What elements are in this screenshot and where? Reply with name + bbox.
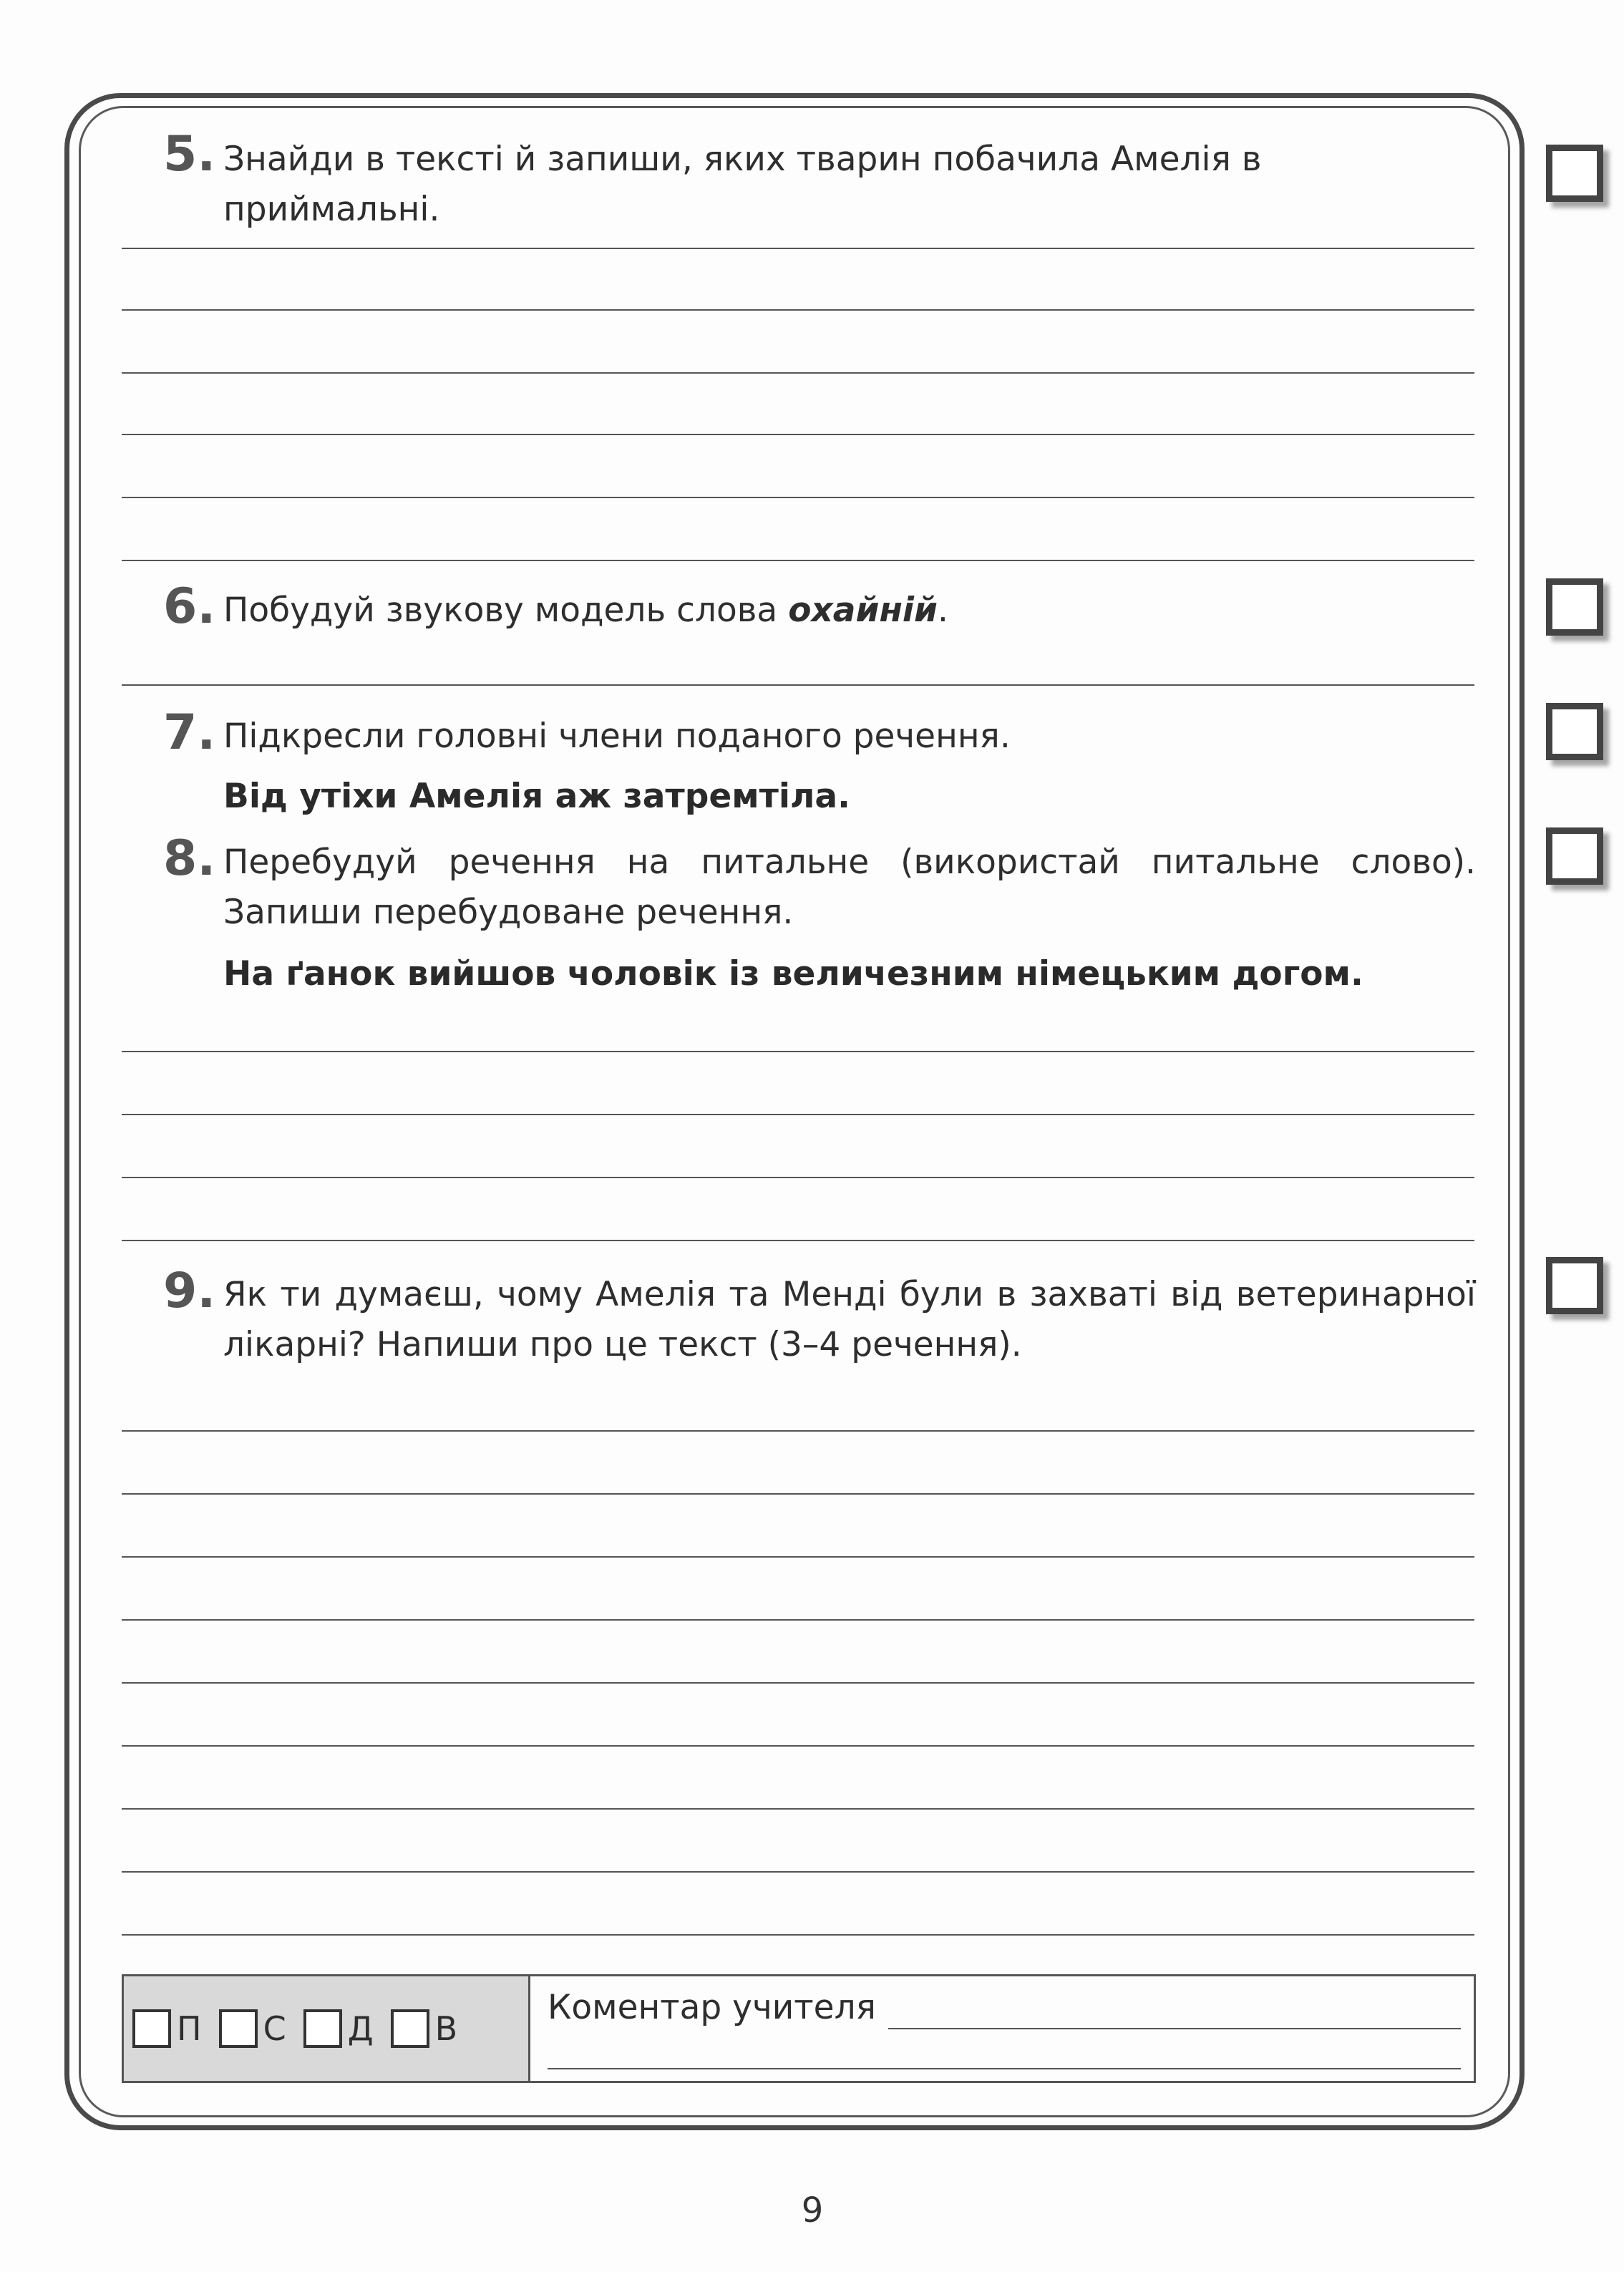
task-7-sentence: Від утіхи Амелія аж затремтіла. — [223, 777, 850, 816]
grade-option-p[interactable] — [132, 2009, 202, 2048]
answer-line[interactable] — [122, 1619, 1474, 1621]
task-6-text — [223, 586, 1476, 636]
answer-line[interactable] — [122, 1682, 1474, 1684]
answer-line[interactable] — [122, 1493, 1474, 1495]
answer-line[interactable] — [122, 434, 1474, 435]
task-6-number: 6. — [163, 578, 216, 635]
task-7-checkbox[interactable] — [1546, 703, 1603, 760]
task-7-text: Підкресли головні члени поданого речення. — [223, 717, 1011, 756]
task-5-number: 5. — [163, 126, 216, 183]
answer-line[interactable] — [122, 1871, 1474, 1873]
task-8-text: Перебудуй речення на питальне (використай питальне слово). Запиши перебудоване речення. — [223, 843, 1476, 932]
task-7-number: 7. — [163, 704, 216, 761]
task-5-checkbox[interactable] — [1546, 145, 1603, 202]
grade-label: П — [177, 2009, 202, 2048]
answer-line[interactable] — [122, 1114, 1474, 1115]
teacher-comment-line[interactable] — [888, 2028, 1461, 2029]
grade-label: С — [263, 2009, 286, 2048]
grade-option-v[interactable] — [391, 2009, 458, 2048]
answer-line[interactable] — [122, 1745, 1474, 1747]
answer-line[interactable] — [122, 372, 1474, 374]
grade-label: Д — [347, 2009, 374, 2048]
teacher-comment-line[interactable] — [548, 2068, 1461, 2069]
answer-line[interactable] — [122, 684, 1474, 686]
page-frame-inner — [79, 106, 1510, 2117]
grade-options — [124, 1976, 530, 2081]
answer-line[interactable] — [122, 1051, 1474, 1052]
task-9-checkbox[interactable] — [1546, 1257, 1603, 1314]
task-8-sentence: На ґанок вийшов чоловік із величезним німецьким догом. — [223, 954, 1363, 994]
task-9-number: 9. — [163, 1263, 216, 1319]
grade-option-d[interactable] — [303, 2009, 374, 2048]
task-5-text: Знайди в тексті й запиши, яких тварин побачила Амелія в приймальні. — [223, 140, 1262, 229]
grade-checkbox[interactable] — [219, 2009, 258, 2048]
answer-line[interactable] — [122, 497, 1474, 498]
answer-line[interactable] — [122, 560, 1474, 561]
task-6-text-after: . — [937, 591, 948, 630]
teacher-comment-label: Коментар учителя — [548, 1988, 876, 2027]
task-6-checkbox[interactable] — [1546, 578, 1603, 636]
task-8-checkbox[interactable] — [1546, 827, 1603, 885]
answer-line[interactable] — [122, 1430, 1474, 1432]
task-6-word: охайній — [788, 591, 938, 630]
answer-line[interactable] — [122, 1808, 1474, 1810]
grade-checkbox[interactable] — [391, 2009, 429, 2048]
answer-line[interactable] — [122, 1934, 1474, 1936]
task-8-number: 8. — [163, 830, 216, 887]
grade-label: В — [434, 2009, 458, 2048]
answer-line[interactable] — [122, 309, 1474, 311]
assessment-box — [122, 1974, 1476, 2083]
answer-line[interactable] — [122, 1556, 1474, 1558]
answer-line[interactable] — [122, 248, 1474, 249]
answer-line[interactable] — [122, 1240, 1474, 1241]
page-number: 9 — [801, 2190, 824, 2230]
task-9-text: Як ти думаєш, чому Амелія та Менді були в захваті від ветеринарної лікарні? Напиши про це текст (3–4 речення). — [223, 1275, 1476, 1364]
answer-line[interactable] — [122, 1177, 1474, 1178]
grade-option-s[interactable] — [219, 2009, 286, 2048]
grade-checkbox[interactable] — [303, 2009, 342, 2048]
task-6-text-before: Побудуй звукову модель слова — [223, 591, 789, 630]
grade-checkbox[interactable] — [132, 2009, 171, 2048]
